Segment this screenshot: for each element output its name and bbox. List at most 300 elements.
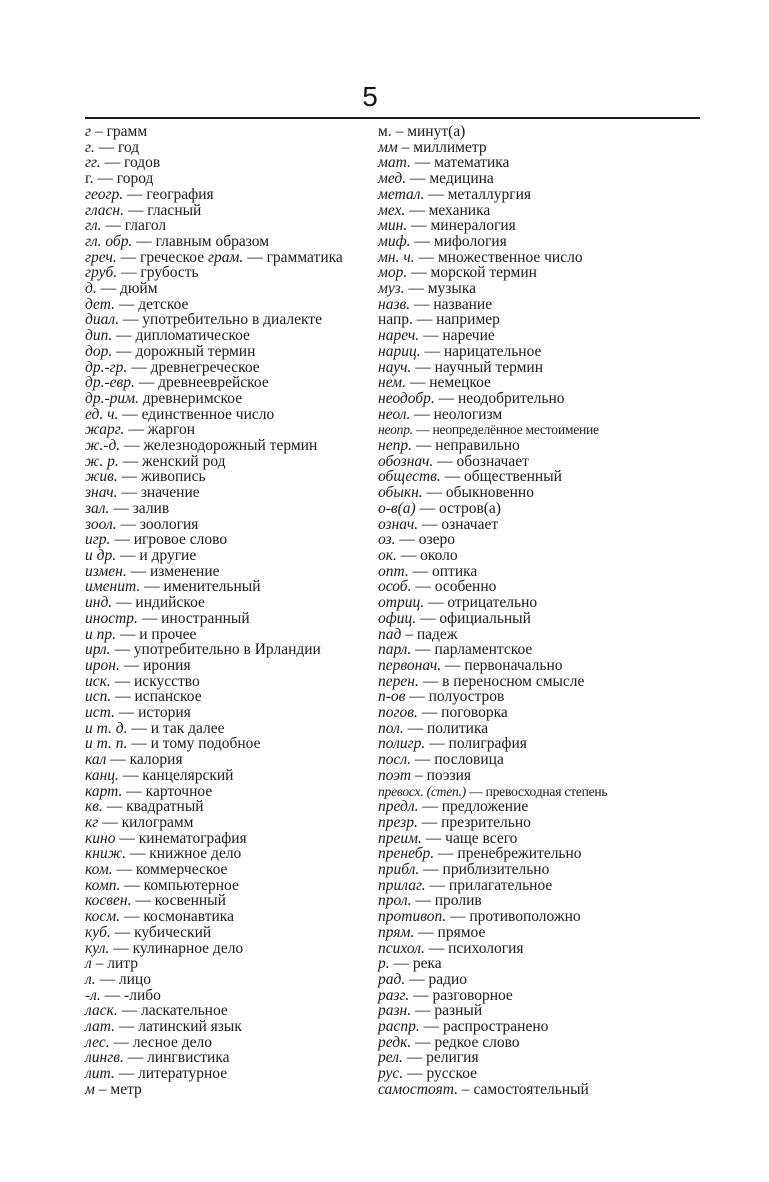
abbr-term: косвен. <box>85 892 132 910</box>
abbr-meaning: кинематография <box>138 829 247 847</box>
abbr-term: д. <box>85 280 97 298</box>
abbreviations-column-left <box>85 124 378 1098</box>
abbr-term: метал. <box>378 185 425 203</box>
abbr-term: мм <box>378 138 398 156</box>
abbr-meaning: например <box>436 311 500 329</box>
abbr-meaning: миллиметр <box>413 138 487 156</box>
abbr-term: презр. <box>378 813 418 831</box>
abbr-term: лингв. <box>85 1049 124 1067</box>
abbr-entry: канц. — канцелярский <box>85 766 234 784</box>
abbr-term: ком. <box>85 861 113 879</box>
abbr-entry: мм – миллиметр <box>378 138 487 156</box>
abbr-term: предл. <box>378 798 419 816</box>
abbr-meaning: лингвистика <box>147 1049 230 1067</box>
abbr-entry: гласн. — гласный <box>85 201 202 219</box>
abbr-meaning: грубость <box>140 264 199 282</box>
abbr-entry: муз. — музыка <box>378 280 477 298</box>
abbr-term: грам. <box>207 248 244 266</box>
abbr-term: р. <box>378 955 390 973</box>
abbr-entry: прям. — прямое <box>378 923 486 941</box>
abbr-meaning: древнегреческое <box>150 358 260 376</box>
abbr-term: погов. <box>378 704 418 722</box>
abbr-meaning: книжное дело <box>149 845 242 863</box>
abbr-meaning: разговорное <box>432 986 513 1004</box>
abbr-meaning: древнеримское <box>142 389 243 407</box>
abbr-entry: непр. — неправильно <box>378 437 520 455</box>
abbr-entry: иск. — искусство <box>85 672 200 690</box>
abbr-term: карт. <box>85 782 123 800</box>
abbr-meaning: распространено <box>443 1018 549 1036</box>
abbr-term: непр. <box>378 437 412 455</box>
abbr-term: посл. <box>378 751 412 769</box>
abbr-entry: геогр. — география <box>85 185 214 203</box>
abbr-entry: самостоят. – самостоятельный <box>378 1080 589 1098</box>
abbr-entry: поэт – поэзия <box>378 766 472 784</box>
abbr-entry: особ. — особенно <box>378 578 497 596</box>
abbr-term: и пр. <box>85 625 116 643</box>
abbr-meaning: ласкательное <box>140 1002 228 1020</box>
abbr-term: науч. <box>378 358 412 376</box>
abbr-meaning: оптика <box>432 562 478 580</box>
abbr-meaning: множественное число <box>437 248 583 266</box>
abbr-term: прибл. <box>378 861 420 879</box>
abbr-entry: разг. — разговорное <box>378 986 513 1004</box>
abbr-term: поэт <box>378 766 412 784</box>
abbr-term: нариц. <box>378 342 421 360</box>
abbr-entry: рус. — русское <box>378 1065 478 1083</box>
abbr-term: разн. <box>378 1002 412 1020</box>
abbr-entry: означ. — означает <box>378 515 499 533</box>
abbr-meaning: коммерческое <box>135 861 228 879</box>
abbr-term: гг. <box>85 154 101 172</box>
abbr-term: и др. <box>85 546 117 564</box>
abbr-meaning: прилагательное <box>448 876 553 894</box>
abbr-meaning: древнееврейское <box>158 374 269 392</box>
abbr-entry: груб. — грубость <box>85 264 199 282</box>
abbr-term: парл. <box>378 641 412 659</box>
abbr-entry: комп. — компьютерное <box>85 876 239 894</box>
abbr-entry: кино — кинематография <box>85 829 247 847</box>
abbr-entry: ист. — история <box>85 704 191 722</box>
abbr-meaning: немецкое <box>429 374 491 392</box>
abbr-term: противоп. <box>378 908 447 926</box>
abbr-entry: о-в(а) — остров(а) <box>378 499 501 517</box>
page-number: 5 <box>362 81 378 112</box>
abbr-meaning: детское <box>138 295 189 313</box>
abbr-entry: прибл. — приблизительно <box>378 861 550 879</box>
abbr-meaning: канцелярский <box>142 766 234 784</box>
abbr-meaning: жаргон <box>147 421 196 439</box>
abbr-meaning: лесное дело <box>132 1033 212 1051</box>
abbr-meaning: противоположно <box>469 908 581 926</box>
abbr-term: неопр. <box>378 422 413 438</box>
abbr-term: особ. <box>378 578 412 596</box>
abbr-term: инд. <box>85 594 113 612</box>
abbr-entry: л. — лицо <box>85 970 151 988</box>
abbr-meaning: карточное <box>145 782 213 800</box>
abbr-term: разг. <box>378 986 410 1004</box>
abbr-meaning: неправильно <box>435 437 520 455</box>
abbr-entry: дип. — дипломатическое <box>85 327 250 345</box>
abbr-meaning: название <box>433 295 493 313</box>
abbr-entry: др.-евр. — древнееврейское <box>85 374 269 392</box>
abbr-term: назв. <box>378 295 411 313</box>
abbr-entry: ок. — около <box>378 546 458 564</box>
abbr-term: г <box>85 123 92 140</box>
abbr-term: отриц. <box>378 594 425 612</box>
abbr-meaning: косвенный <box>154 892 226 910</box>
abbr-meaning: разный <box>434 1002 483 1020</box>
abbr-meaning: год <box>117 138 140 156</box>
abbr-meaning: математика <box>434 154 510 172</box>
abbr-meaning: пословица <box>434 751 504 769</box>
abbr-entry: гл. — глагол <box>85 217 167 235</box>
abbr-term: мн. ч. <box>378 248 415 266</box>
abbr-entry: измен. — изменение <box>85 562 220 580</box>
abbr-entry: г. — год <box>85 138 140 156</box>
abbr-meaning: обыкновенно <box>445 484 534 502</box>
abbr-entry: др.-гр. — древнегреческое <box>85 358 260 376</box>
abbr-meaning: нарицательное <box>443 342 542 360</box>
abbr-entry: ирон. — ирония <box>85 656 191 674</box>
abbr-meaning: женский род <box>142 452 226 470</box>
abbr-term: первонач. <box>378 656 442 674</box>
abbr-term: жарг. <box>85 421 125 439</box>
abbr-term: диал. <box>85 311 119 329</box>
abbr-meaning: поговорка <box>441 704 508 722</box>
abbr-meaning: чаще всего <box>445 829 518 847</box>
abbr-term: миф. <box>378 232 411 250</box>
header-rule <box>85 117 700 119</box>
abbr-entry: кул. — кулинарное дело <box>85 939 244 957</box>
abbr-entry: нем. — немецкое <box>378 374 491 392</box>
abbr-term: неодобр. <box>378 389 435 407</box>
abbr-meaning: поэзия <box>426 766 472 784</box>
abbr-term: самостоят. <box>378 1080 458 1098</box>
abbr-term: кино <box>85 829 116 847</box>
abbr-entry: греч. — греческое грам. — грамматика <box>85 248 343 266</box>
abbr-entry: неол. — неологизм <box>378 405 503 423</box>
abbr-meaning: прямое <box>437 923 486 941</box>
abbr-meaning: мифология <box>433 232 507 250</box>
abbr-entry: ж. р. — женский род <box>85 452 226 470</box>
abbr-meaning: -либо <box>124 986 161 1004</box>
abbr-term: м <box>85 1080 95 1098</box>
abbr-term: мед. <box>378 170 407 188</box>
abbr-meaning: озеро <box>418 531 455 549</box>
abbr-entry: игр. — игровое слово <box>85 531 228 549</box>
abbr-term: лес. <box>85 1033 110 1051</box>
abbr-entry: д. — дюйм <box>85 280 158 298</box>
abbr-term: гл. <box>85 217 102 235</box>
abbr-meaning: радио <box>428 970 468 988</box>
abbr-entry: дор. — дорожный термин <box>85 342 256 360</box>
abbr-term: ед. ч. <box>85 405 119 423</box>
abbr-term: прям. <box>378 923 415 941</box>
abbr-entry: книж. — книжное дело <box>85 845 242 863</box>
abbr-entry <box>85 391 378 407</box>
abbr-entry: разн. — разный <box>378 1002 483 1020</box>
abbr-term: ж. р. <box>85 452 119 470</box>
abbr-term: нареч. <box>378 327 420 345</box>
abbr-term: п-ов <box>378 688 406 706</box>
abbr-meaning: религия <box>426 1049 479 1067</box>
abbr-entry: п-ов — полуостров <box>378 688 505 706</box>
abbr-entry: зоол. — зоология <box>85 515 199 533</box>
abbr-entry: неопр. — неопределённое местоимение <box>378 422 599 438</box>
abbr-meaning: грамм <box>106 123 148 140</box>
abbr-term: пренебр. <box>378 845 435 863</box>
abbr-entry: р. — река <box>378 955 442 973</box>
abbr-entry: нариц. — нарицательное <box>378 342 542 360</box>
abbr-term: и т. д. <box>85 719 128 737</box>
abbr-meaning: научный термин <box>434 358 544 376</box>
abbr-term: прол. <box>378 892 412 910</box>
abbr-term: др.-гр. <box>85 358 128 376</box>
abbr-term: игр. <box>85 531 111 549</box>
abbr-term: опт. <box>378 562 409 580</box>
abbr-term: м. <box>378 123 392 140</box>
abbr-entry: дет. — детское <box>85 295 189 313</box>
abbr-entry: рад. — радио <box>378 970 468 988</box>
abbr-meaning: неологизм <box>433 405 503 423</box>
abbr-term: перен. <box>378 672 419 690</box>
abbr-meaning: годов <box>124 154 161 172</box>
abbr-entry: обществ. — общественный <box>378 468 562 486</box>
abbr-entry: назв. — название <box>378 295 493 313</box>
abbr-entry: преим. — чаще всего <box>378 829 518 847</box>
abbr-entry: -л. — -либо <box>85 986 161 1004</box>
abbr-entry: зал. — залив <box>85 499 170 517</box>
abbr-meaning: и другие <box>139 546 197 564</box>
abbr-entry: и т. д. — и так далее <box>85 719 225 737</box>
abbr-term: лат. <box>85 1018 115 1036</box>
abbr-entry: жив. — живопись <box>85 468 206 486</box>
abbr-term: косм. <box>85 908 121 926</box>
abbr-entry: гл. обр. — главным образом <box>85 232 270 250</box>
abbr-meaning: употребительно в Ирландии <box>133 641 321 659</box>
abbr-meaning: музыка <box>427 280 477 298</box>
abbr-meaning: политика <box>427 719 489 737</box>
abbr-term: измен. <box>85 562 127 580</box>
abbr-meaning: латинский язык <box>138 1018 242 1036</box>
abbr-term: обознач. <box>378 452 434 470</box>
abbr-term: мор. <box>378 264 408 282</box>
abbr-term: нем. <box>378 374 406 392</box>
abbreviations-list <box>85 124 700 1098</box>
abbr-entry: офиц. — официальный <box>378 609 531 627</box>
abbreviations-column-right <box>378 124 700 1098</box>
abbr-entry: мин. — минералогия <box>378 217 516 235</box>
abbr-meaning: русское <box>426 1065 478 1083</box>
abbr-entry: противоп. — противоположно <box>378 908 581 926</box>
abbr-term: кв. <box>85 798 103 816</box>
abbr-meaning: предложение <box>441 798 529 816</box>
abbr-term: л. <box>85 970 96 988</box>
abbr-entry: перен. — в переносном смысле <box>378 672 585 690</box>
abbr-meaning: кулинарное дело <box>132 939 244 957</box>
abbr-term: психол. <box>378 939 425 957</box>
abbr-term: иностр. <box>85 609 138 627</box>
abbr-entry: нареч. — наречие <box>378 327 495 345</box>
abbr-meaning: наречие <box>442 327 495 345</box>
abbr-term: ирл. <box>85 641 111 659</box>
abbr-meaning: механика <box>428 201 491 219</box>
abbr-entry: прилаг. — прилагательное <box>378 876 553 894</box>
abbr-entry: и т. п. — и тому подобное <box>85 735 261 753</box>
abbr-entry: рел. — религия <box>378 1049 479 1067</box>
abbr-meaning: грамматика <box>266 248 343 266</box>
abbr-entry: первонач. — первоначально <box>378 656 563 674</box>
abbr-meaning: единственное число <box>141 405 275 423</box>
abbr-meaning: индийское <box>135 594 205 612</box>
abbr-entry: пол. — политика <box>378 719 489 737</box>
abbr-meaning: самостоятельный <box>473 1080 589 1098</box>
abbr-meaning: общественный <box>464 468 562 486</box>
abbr-entry: знач. — значение <box>85 484 200 502</box>
abbr-term: и т. п. <box>85 735 128 753</box>
abbr-entry: миф. — мифология <box>378 232 507 250</box>
abbr-entry: распр. — распространено <box>378 1018 549 1036</box>
abbr-term: о-в(а) <box>378 499 416 517</box>
abbr-term: геогр. <box>85 185 124 203</box>
abbr-term: зоол. <box>85 515 117 533</box>
abbr-meaning: отрицательно <box>447 594 538 612</box>
abbr-entry: косвен. — косвенный <box>85 892 226 910</box>
abbr-term: оз. <box>378 531 396 549</box>
abbr-entry: исп. — испанское <box>85 688 202 706</box>
abbr-entry: пренебр. — пренебрежительно <box>378 845 582 863</box>
abbr-entry: карт. — карточное <box>85 782 213 800</box>
abbr-entry: пад – падеж <box>378 625 458 643</box>
abbr-entry: парл. — парламентское <box>378 641 533 659</box>
abbr-entry: мн. ч. — множественное число <box>378 248 583 266</box>
abbr-entry: погов. — поговорка <box>378 704 508 722</box>
abbr-entry: кг — килограмм <box>85 813 194 831</box>
abbr-entry: прол. — пролив <box>378 892 482 910</box>
abbr-entry: ж.-д. — железнодорожный термин <box>85 437 318 455</box>
abbr-term: л <box>85 955 92 973</box>
abbr-entry: диал. — употребительно в диалекте <box>85 311 322 329</box>
abbr-term: зал. <box>85 499 110 517</box>
abbr-term: греч. <box>85 248 117 266</box>
abbr-term: обществ. <box>378 468 441 486</box>
abbr-meaning: пренебрежительно <box>457 845 582 863</box>
abbr-term: дип. <box>85 327 113 345</box>
abbr-entry: мед. — медицина <box>378 170 494 188</box>
abbr-term: гласн. <box>85 201 124 219</box>
abbr-term: пад <box>378 625 402 643</box>
abbr-term: знач. <box>85 484 118 502</box>
abbr-term: г. <box>85 138 95 156</box>
abbr-entry: гг. — годов <box>85 154 161 172</box>
abbr-meaning: неопределённое местоимение <box>432 422 599 438</box>
abbr-term: жив. <box>85 468 118 486</box>
abbr-term: ласк. <box>85 1002 118 1020</box>
abbr-entry: науч. — научный термин <box>378 358 544 376</box>
abbr-meaning: значение <box>140 484 200 502</box>
abbr-term: превосх. (степ.) <box>378 783 466 799</box>
abbr-term: канц. <box>85 766 119 784</box>
abbr-meaning: и тому подобное <box>150 735 261 753</box>
abbr-meaning: кубический <box>134 923 212 941</box>
abbr-meaning: река <box>412 955 442 973</box>
abbr-term: муз. <box>378 280 405 298</box>
abbr-meaning: искусство <box>134 672 200 690</box>
abbr-term: дет. <box>85 295 115 313</box>
abbr-meaning: греческое <box>140 248 205 266</box>
abbr-meaning: изменение <box>150 562 220 580</box>
abbr-meaning: лицо <box>118 970 151 988</box>
abbr-entry: опт. — оптика <box>378 562 478 580</box>
abbr-meaning: около <box>420 546 458 564</box>
abbr-meaning: минут(а) <box>407 123 466 140</box>
abbr-entry: г – грамм <box>85 123 148 140</box>
abbr-term: пол. <box>378 719 404 737</box>
abbr-term: редк. <box>378 1033 412 1051</box>
abbr-meaning: география <box>146 185 214 203</box>
abbr-meaning: медицина <box>429 170 494 188</box>
abbr-term: неол. <box>378 405 411 423</box>
abbr-entry: кв. — квадратный <box>85 798 204 816</box>
abbr-term: прилаг. <box>378 876 426 894</box>
abbr-meaning: дипломатическое <box>135 327 250 345</box>
abbr-term: рад. <box>378 970 406 988</box>
abbr-meaning: остров(а) <box>438 499 501 517</box>
abbr-meaning: употребительно в диалекте <box>142 311 322 329</box>
abbr-meaning: глагол <box>124 217 167 235</box>
abbr-term: гл. обр. <box>85 232 133 250</box>
abbr-entry: ласк. — ласкательное <box>85 1002 228 1020</box>
abbr-entry: кал — калория <box>85 751 183 769</box>
abbr-meaning: морской термин <box>430 264 537 282</box>
abbr-term: др.-евр. <box>85 374 135 392</box>
abbr-meaning: литературное <box>138 1065 228 1083</box>
abbr-entry: и др. — и другие <box>85 546 197 564</box>
abbr-term: означ. <box>378 515 419 533</box>
abbr-meaning: полуостров <box>428 688 505 706</box>
abbr-term: рус. <box>378 1065 404 1083</box>
abbr-meaning: редкое слово <box>434 1033 520 1051</box>
abbr-term: преим. <box>378 829 422 847</box>
abbr-meaning: парламентское <box>434 641 533 659</box>
abbr-entry: неодобр. — неодобрительно <box>378 389 565 407</box>
abbr-entry: ирл. — употребительно в Ирландии <box>85 641 321 659</box>
abbr-meaning: история <box>138 704 191 722</box>
abbr-meaning: космонавтика <box>143 908 234 926</box>
abbr-meaning: компьютерное <box>143 876 239 894</box>
abbr-term: полигр. <box>378 735 426 753</box>
abbr-entry: и пр. — и прочее <box>85 625 197 643</box>
abbr-entry: л – литр <box>85 955 139 973</box>
abbr-meaning: живопись <box>141 468 206 486</box>
abbr-entry: мех. — механика <box>378 201 491 219</box>
abbr-entry: превосх. (степ.) — превосходная степень <box>378 783 608 799</box>
abbr-entry: посл. — пословица <box>378 751 504 769</box>
abbr-meaning: металлургия <box>447 185 532 203</box>
abbr-meaning: квадратный <box>126 798 204 816</box>
abbr-entry: косм. — космонавтика <box>85 908 234 926</box>
abbr-entry: м. – минут(а) <box>378 123 466 140</box>
abbr-term: кг <box>85 813 99 831</box>
abbr-term: -л. <box>85 986 101 1004</box>
abbr-meaning: презрительно <box>441 813 531 831</box>
abbr-meaning: метр <box>110 1080 142 1098</box>
abbr-term: др.-рим. <box>85 389 139 407</box>
abbr-term: ок. <box>378 546 397 564</box>
abbr-term: лит. <box>85 1065 115 1083</box>
abbr-meaning: литр <box>107 955 139 973</box>
